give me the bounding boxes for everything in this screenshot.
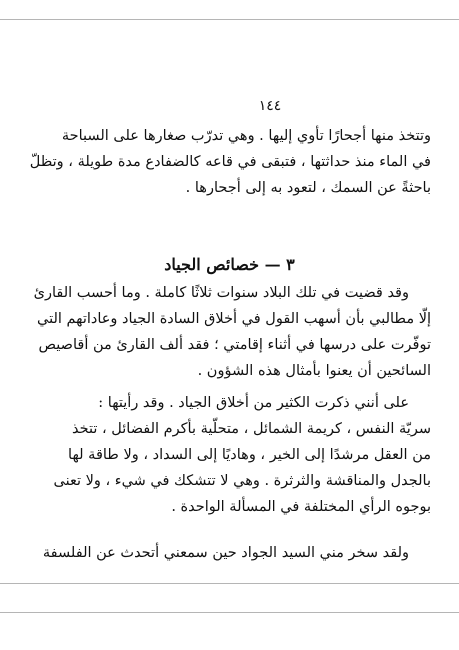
paragraph-line: ولقد سخر مني السيد الجواد حين سمعني أتحدث عن الفلسفة <box>42 545 409 561</box>
paragraph-line: توفّرت على درسها في أثناء إقامتي ؛ فقد ألف القارئ من أقاصيص <box>38 337 431 353</box>
paragraph-line: على أنني ذكرت الكثير من أخلاق الجياد . وقد رأيتها : <box>98 395 409 411</box>
paragraph-line: بوجوه الرأي المختلفة في المسألة الواحدة . <box>171 499 431 515</box>
top-divider <box>0 19 459 20</box>
paragraph-line: في الماء منذ حداثتها ، فتبقى في قاعه كالضفادع مدة طويلة ، وتظلّ <box>29 154 431 170</box>
paragraph-line: باحثةً عن السمك ، لتعود به إلى أجحارها . <box>185 180 431 196</box>
paragraph-line: وقد قضيت في تلك البلاد سنوات ثلاثًا كاملة . وما أحسب القارئ <box>33 285 409 301</box>
paragraph-line: من العقل مرشدًا إلى الخير ، وهاديًا إلى السداد ، ولا طاقة لها <box>68 447 431 463</box>
paragraph-top <box>29 123 431 201</box>
page-number: ١٤٤ <box>258 98 282 114</box>
paragraph-three <box>29 540 431 566</box>
paragraph-line: بالجدل والمناقشة والثرثرة . وهي لا تتشكك في شيء ، ولا تعنى <box>53 473 431 489</box>
paragraph-line: إلّا مطالبي بأن أسهب القول في أخلاق السادة الجياد وعاداتهم التي <box>36 311 431 327</box>
paragraph-line: السائحين أن يعنوا بأمثال هذه الشؤون . <box>197 363 431 379</box>
paragraph-one <box>29 280 431 384</box>
paragraph-line: سريّة النفس ، كريمة الشمائل ، متحلّية بأكرم الفضائل ، تتخذ <box>72 421 431 437</box>
paragraph-line: وتتخذ منها أجحارًا تأوي إليها . وهي تدرّب صغارها على السباحة <box>61 128 431 144</box>
section-heading: ٣ — خصائص الجياد <box>164 255 295 274</box>
paragraph-two <box>29 390 431 520</box>
footer-divider-upper <box>0 583 459 584</box>
footer-divider-lower <box>0 612 459 613</box>
